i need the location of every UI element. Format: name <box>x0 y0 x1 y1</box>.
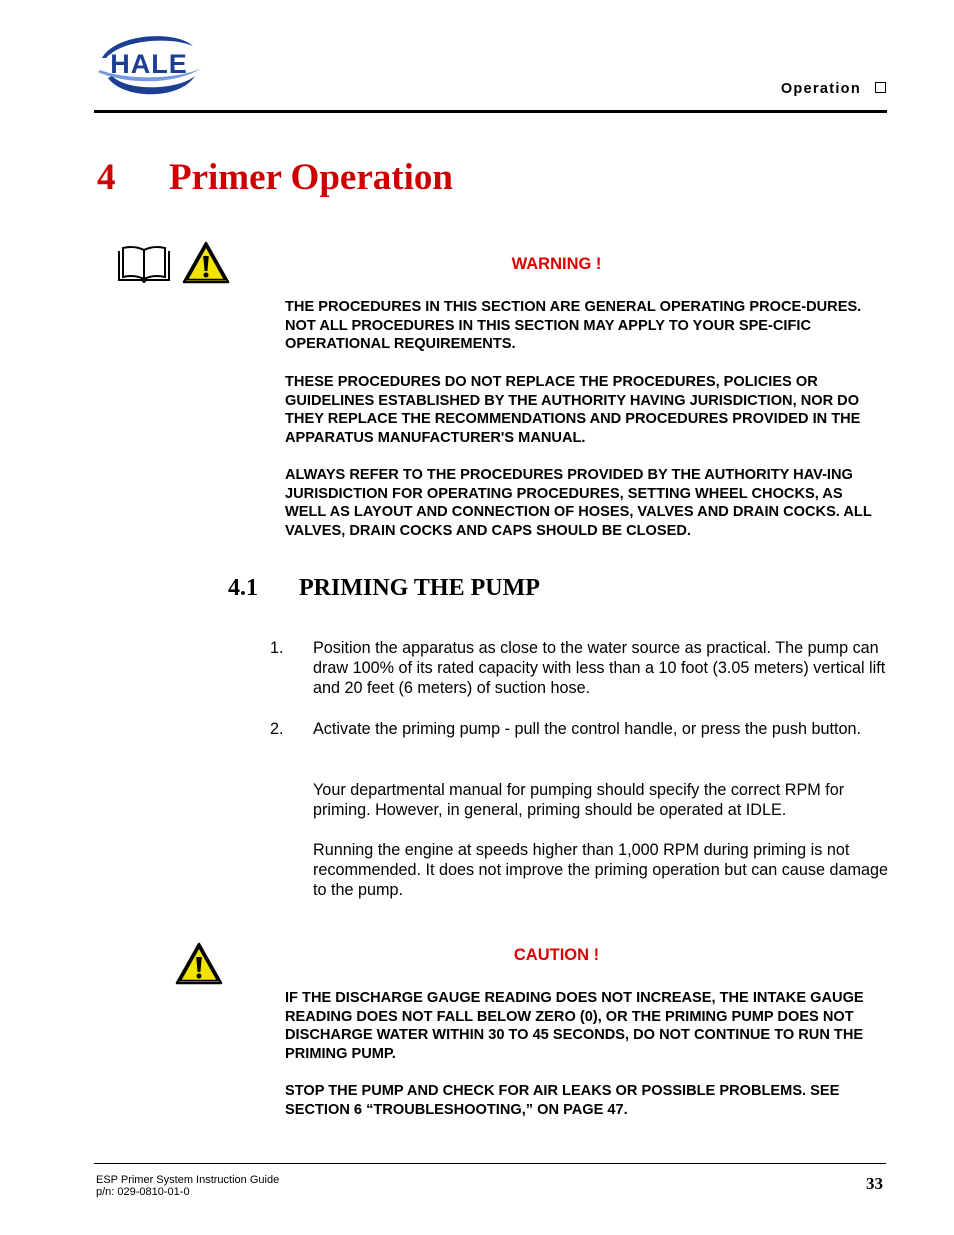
warning-title: WARNING ! <box>511 255 602 273</box>
footer-part-number: p/n: 029-0810-01-0 <box>96 1186 190 1198</box>
warning-paragraph: THESE PROCEDURES DO NOT REPLACE THE PROCEDURES, POLICIES OR GUIDELINES ESTABLISHED BY THE AUTHORITY HAVING JURISDICTION, NOR DO THEY REPLACE THE RECOMMENDATIONS AND PROCEDURES PROVIDED IN THE APPARATUS MANUFACTURER'S MANUAL. <box>285 374 861 446</box>
chapter-number: 4 <box>97 157 116 198</box>
step-number: 2. <box>270 720 284 738</box>
chapter-title: Primer Operation <box>169 157 453 198</box>
step-note: Running the engine at speeds higher than 1,000 RPM during priming is not recommended. It does not improve the priming operation but can cause damage to the pump. <box>313 841 888 900</box>
caution-triangle-icon <box>175 942 223 985</box>
step-note: Your departmental manual for pumping should specify the correct RPM for priming. However, in general, priming should be operated at IDLE. <box>313 781 845 820</box>
page-number: 33 <box>866 1174 883 1193</box>
square-bullet-icon <box>875 82 886 93</box>
chapter-heading <box>97 156 453 199</box>
warning-paragraph: THE PROCEDURES IN THIS SECTION ARE GENERAL OPERATING PROCE-DURES. NOT ALL PROCEDURES IN THIS SECTION MAY APPLY TO YOUR SPE-CIFIC OPERATIONAL REQUIREMENTS. <box>285 299 862 353</box>
warning-triangle-icon <box>182 241 230 284</box>
header-divider <box>94 110 887 113</box>
section-heading <box>228 575 540 602</box>
footer-document-title: ESP Primer System Instruction Guide <box>96 1174 280 1186</box>
step-number: 1. <box>270 639 284 657</box>
caution-paragraph: STOP THE PUMP AND CHECK FOR AIR LEAKS OR POSSIBLE PROBLEMS. SEE SECTION 6 “TROUBLESHOOTING,” ON PAGE 47. <box>285 1083 840 1118</box>
caution-paragraph: IF THE DISCHARGE GAUGE READING DOES NOT INCREASE, THE INTAKE GAUGE READING DOES NOT FALL BELOW ZERO (0), OR THE PRIMING PUMP DOES NOT DISCHARGE WATER WITHIN 30 TO 45 SECONDS, DO NOT CONTINUE TO RUN THE PRIMING PUMP. <box>285 990 864 1062</box>
step-text: Position the apparatus as close to the water source as practical. The pump can draw 100% of its rated capacity with less than a 10 foot (3.05 meters) vertical lift and 20 feet (6 meters) of suction hose. <box>313 639 886 698</box>
section-number: 4.1 <box>228 575 258 601</box>
logo-text: HALE <box>110 49 188 79</box>
caution-title: CAUTION ! <box>513 946 600 964</box>
section-title: PRIMING THE PUMP <box>299 575 540 601</box>
hale-logo <box>94 28 204 102</box>
footer-divider <box>94 1163 886 1164</box>
warning-paragraph: ALWAYS REFER TO THE PROCEDURES PROVIDED BY THE AUTHORITY HAV-ING JURISDICTION FOR OPERATING PROCEDURES, SETTING WHEEL CHOCKS, AS WELL AS LAYOUT AND CONNECTION OF HOSES, VALVES AND DRAIN COCKS. ALL VALVES, DRAIN COCKS AND CAPS SHOULD BE CLOSED. <box>285 467 872 539</box>
header-section-label: Operation <box>781 81 886 97</box>
book-icon <box>116 245 172 283</box>
step-text: Activate the priming pump - pull the control handle, or press the push button. <box>313 720 861 738</box>
